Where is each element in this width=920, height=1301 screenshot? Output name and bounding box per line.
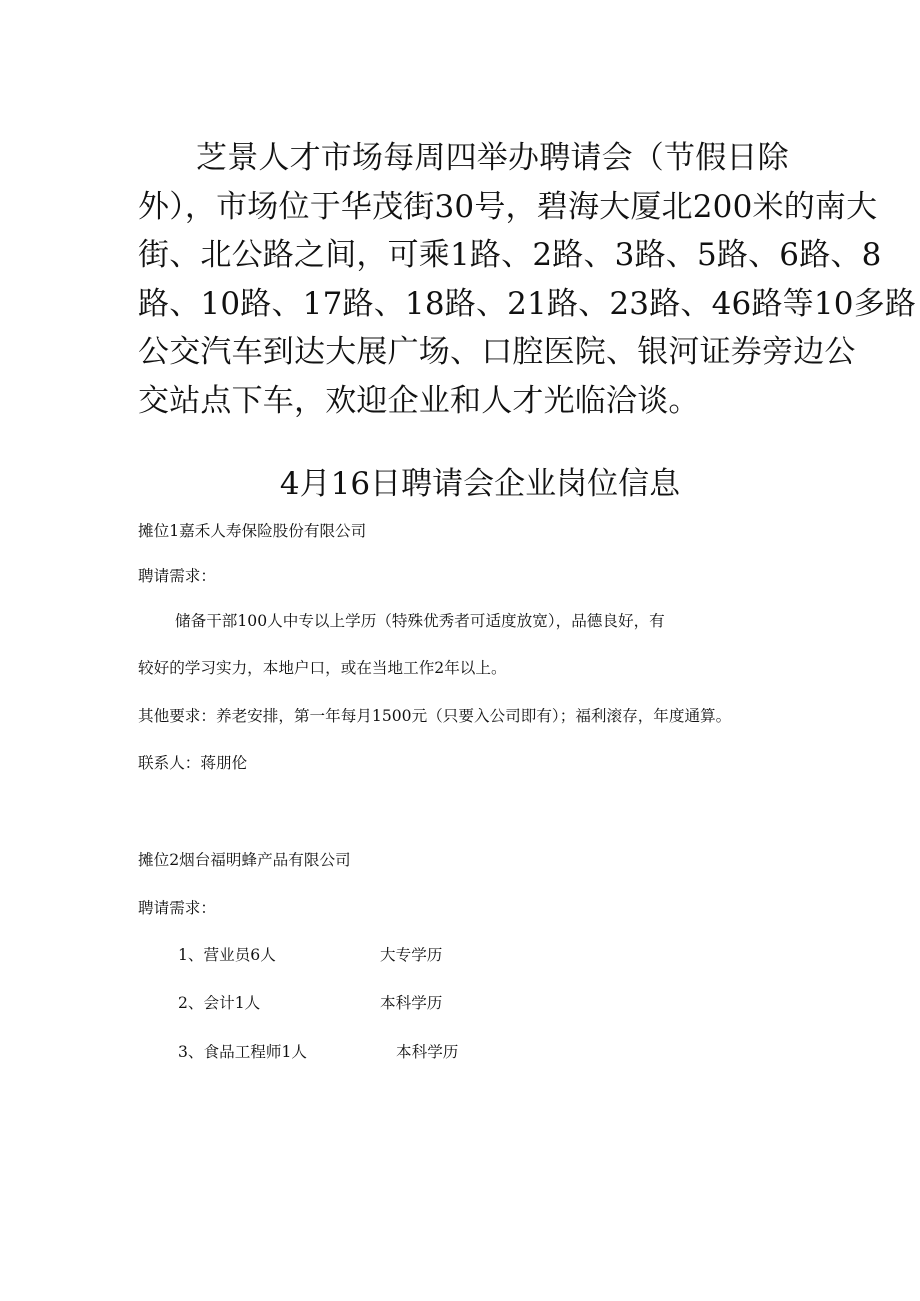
booth1-requirement-line: 较好的学习实力，本地户口，或在当地工作2年以上。 [138,659,507,677]
booth1-other-requirements: 其他要求：养老安排，第一年每月1500元（只要入公司即有）；福利滚存，年度通算。 [138,707,732,725]
intro-line: 公交汽车到达大展广场、口腔医院、银河证券旁边公 [138,334,856,371]
section-heading-text: 4月16日聘请会企业岗位信息 [279,466,681,502]
booth2-requirements-label: 聘请需求： [138,899,216,917]
job-row [178,992,443,1014]
intro-paragraph [138,134,917,426]
job-position: 3、食品工程师1人 [178,1043,307,1061]
booth1-requirement-line: 储备干部100人中专以上学历（特殊优秀者可适度放宽），品德良好，有 [175,612,665,630]
booth1-contact: 联系人：蒋朋伦 [138,754,248,772]
booth1-title: 摊位1嘉禾人寿保险股份有限公司 [138,522,367,540]
job-education: 大专学历 [380,946,443,964]
intro-line: 路、10路、17路、18路、21路、23路、46路等10多路 [138,285,917,322]
booth1-requirements-label: 聘请需求： [138,567,216,585]
job-row [178,1041,459,1063]
intro-line: 街、北公路之间，可乘1路、2路、3路、5路、6路、8 [138,237,882,274]
job-row [178,944,443,966]
intro-line: 交站点下车，欢迎企业和人才光临洽谈。 [138,382,700,419]
job-position: 1、营业员6人 [178,946,276,964]
section-heading [0,462,920,506]
intro-line: 外），市场位于华茂街30号，碧海大厦北200米的南大 [138,188,878,225]
job-education: 本科学历 [396,1043,459,1061]
booth2-title: 摊位2烟台福明蜂产品有限公司 [138,851,351,869]
intro-line: 芝景人才市场每周四举办聘请会（节假日除 [196,140,789,176]
job-education: 本科学历 [380,994,443,1012]
job-position: 2、会计1人 [178,994,261,1012]
